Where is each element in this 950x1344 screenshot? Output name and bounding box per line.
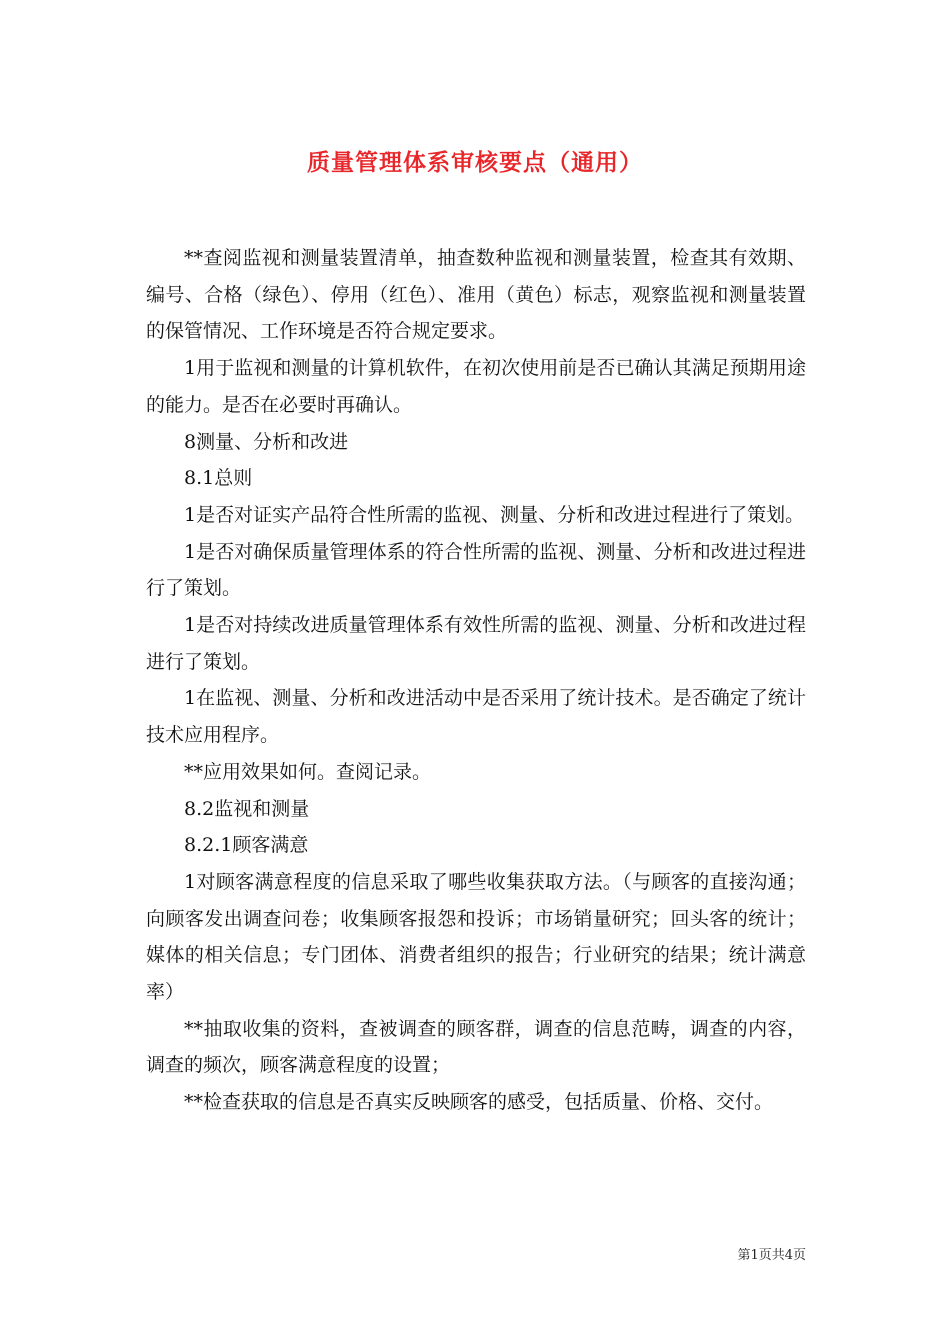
paragraph: 1在监视、测量、分析和改进活动中是否采用了统计技术。是否确定了统计技术应用程序。 — [146, 687, 806, 747]
page-title: 质量管理体系审核要点（通用） — [307, 149, 643, 177]
subsection-heading: 8.2监视和测量 — [184, 797, 310, 820]
paragraph: 1对顾客满意程度的信息采取了哪些收集获取方法。（与顾客的直接沟通；向顾客发出调查问卷；收集顾客报怨和投诉；市场销量研究；回头客的统计；媒体的相关信息；专门团体、消费者组织的报告；行业研究的结果；统计满意率） — [146, 870, 806, 1004]
paragraph: **抽取收集的资料，查被调查的顾客群，调查的信息范畴，调查的内容，调查的频次，顾客满意程度的设置； — [146, 1017, 806, 1077]
page-number: 第1页共4页 — [737, 1248, 806, 1263]
paragraph: **应用效果如何。查阅记录。 — [184, 760, 432, 783]
paragraph: **检查获取的信息是否真实反映顾客的感受，包括质量、价格、交付。 — [184, 1091, 774, 1114]
paragraph: 1是否对证实产品符合性所需的监视、测量、分析和改进过程进行了策划。 — [184, 503, 805, 526]
document-body — [146, 240, 806, 1121]
paragraph: 1是否对确保质量管理体系的符合性所需的监视、测量、分析和改进过程进行了策划。 — [146, 540, 806, 600]
section-heading: 8测量、分析和改进 — [184, 430, 349, 453]
subsection-heading: 8.2.1顾客满意 — [184, 834, 309, 857]
paragraph: 1是否对持续改进质量管理体系有效性所需的监视、测量、分析和改进过程进行了策划。 — [146, 614, 806, 673]
subsection-heading: 8.1总则 — [184, 467, 253, 490]
paragraph: **查阅监视和测量装置清单，抽查数种监视和测量装置，检查其有效期、编号、合格（绿色）、停用（红色）、准用（黄色）标志，观察监视和测量装置的保管情况、工作环境是否符合规定要求。 — [146, 247, 806, 343]
paragraph: 1用于监视和测量的计算机软件，在初次使用前是否已确认其满足预期用途的能力。是否在必要时再确认。 — [146, 357, 806, 416]
